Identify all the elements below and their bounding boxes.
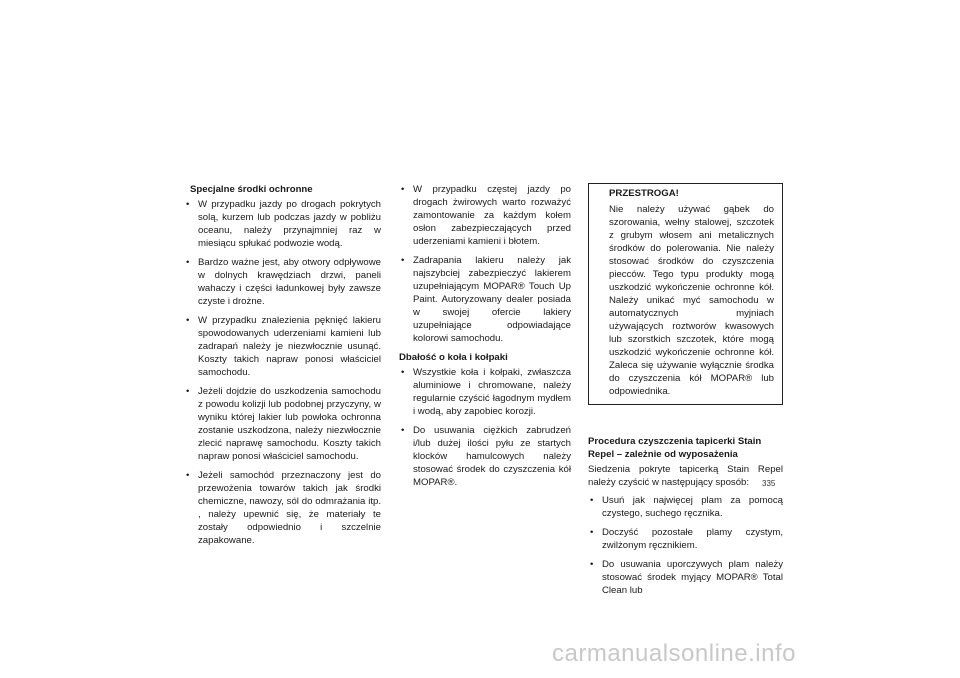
list-item: • Do usuwania uporczywych plam należy stosować środek myjący MOPAR® Total Clean lub (588, 558, 783, 597)
list-item: • Wszystkie koła i kołpaki, zwłaszcza aluminiowe i chromowane, należy regularnie czyścić łagodnym mydłem i wodą, aby zapobiec korozji. (399, 366, 571, 418)
list-item: • Doczyść pozostałe plamy czystym, zwilżonym ręcznikiem. (588, 526, 783, 552)
bullet-list-upholstery (588, 494, 783, 597)
list-item: • Jeżeli dojdzie do uszkodzenia samochodu z powodu kolizji lub podobnej przyczyny, w wyniku której lakier lub powłoka ochronna zostanie uszkodzona, należy niezwłocznie zlecić naprawę samochodu. Koszty takich napraw ponosi właściciel samochodu. (184, 385, 381, 463)
list-item: • Usuń jak najwięcej plam za pomocą czystego, suchego ręcznika. (588, 494, 783, 520)
list-item: • Do usuwania ciężkich zabrudzeń i/lub dużej ilości pyłu ze startych klocków hamulcowych należy stosować środek do czyszczenia kół MOPAR®. (399, 424, 571, 489)
caution-text: Nie należy używać gąbek do szorowania, wełny stalowej, szczotek z grubym włosem ani metalicznych środków do polerowania. Nie należy stosować środków do czyszczenia piecców. Tego typu produkty mogą uszkodzić wykończenie ochronne kół. Należy unikać myć samochodu w automatycznych myjniach używających roztworów kwasowych lub szorstkich szczotek, które mogą uszkodzić wykończenie ochronne kół. Zaleca się używanie wyłącznie środka do czyszczenia kół MOPAR® lub odpowiednika. (609, 204, 774, 397)
page-number: 335 (762, 479, 776, 488)
list-item: • Zadrapania lakieru należy jak najszybciej zabezpieczyć lakierem uzupełniającym MOPAR® Touch Up Paint. Autoryzowany dealer posiada w swojej ofercie lakiery uzupełniające odpowiadające kolorowi samochodu. (399, 254, 571, 345)
list-item: • Jeżeli samochód przeznaczony jest do przewożenia towarów takich jak środki chemiczne, nawozy, sól do odmrażania itp. , należy upewnić się, że materiały te zostały odpowiednio i szczelnie zapakowane. (184, 469, 381, 547)
caution-box (588, 183, 783, 405)
bullet-list-wheels (399, 366, 571, 489)
column-1 (184, 183, 381, 553)
column-2 (399, 183, 571, 495)
watermark: carmanualsonline.info (552, 640, 796, 667)
section-heading-wheel-care: Dbałość o koła i kołpaki (399, 352, 508, 363)
column-3 (588, 183, 783, 603)
list-item: • W przypadku jazdy po drogach pokrytych solą, kurzem lub podczas jazdy w pobliżu oceanu, należy przynajmniej raz w miesiącu spłukać podwozie wodą. (184, 198, 381, 250)
list-item: • Bardzo ważne jest, aby otwory odpływowe w dolnych krawędziach drzwi, paneli wahaczy i części ładunkowej były zawsze czyste i drożne. (184, 256, 381, 308)
section-heading-special-protection: Specjalne środki ochronne (190, 184, 313, 195)
section-heading-upholstery: Procedura czyszczenia tapicerki Stain Repel – zależnie od wyposażenia (588, 436, 762, 460)
bullet-list-gravel (399, 183, 571, 345)
list-item: • W przypadku częstej jazdy po drogach żwirowych warto rozważyć zamontowanie za każdym kołem osłon zabezpieczających przed uderzeniami kamieni i błotem. (399, 183, 571, 248)
bullet-list-protection (184, 198, 381, 547)
caution-title: PRZESTROGA! (609, 188, 679, 199)
upholstery-intro: Siedzenia pokryte tapicerką Stain Repel należy czyścić w następujący sposób: (588, 464, 783, 488)
list-item: • W przypadku znalezienia pęknięć lakieru spowodowanych uderzeniami kamieni lub zadrapań należy je niezwłocznie usunąć. Koszty takich napraw ponosi właściciel samochodu. (184, 314, 381, 379)
